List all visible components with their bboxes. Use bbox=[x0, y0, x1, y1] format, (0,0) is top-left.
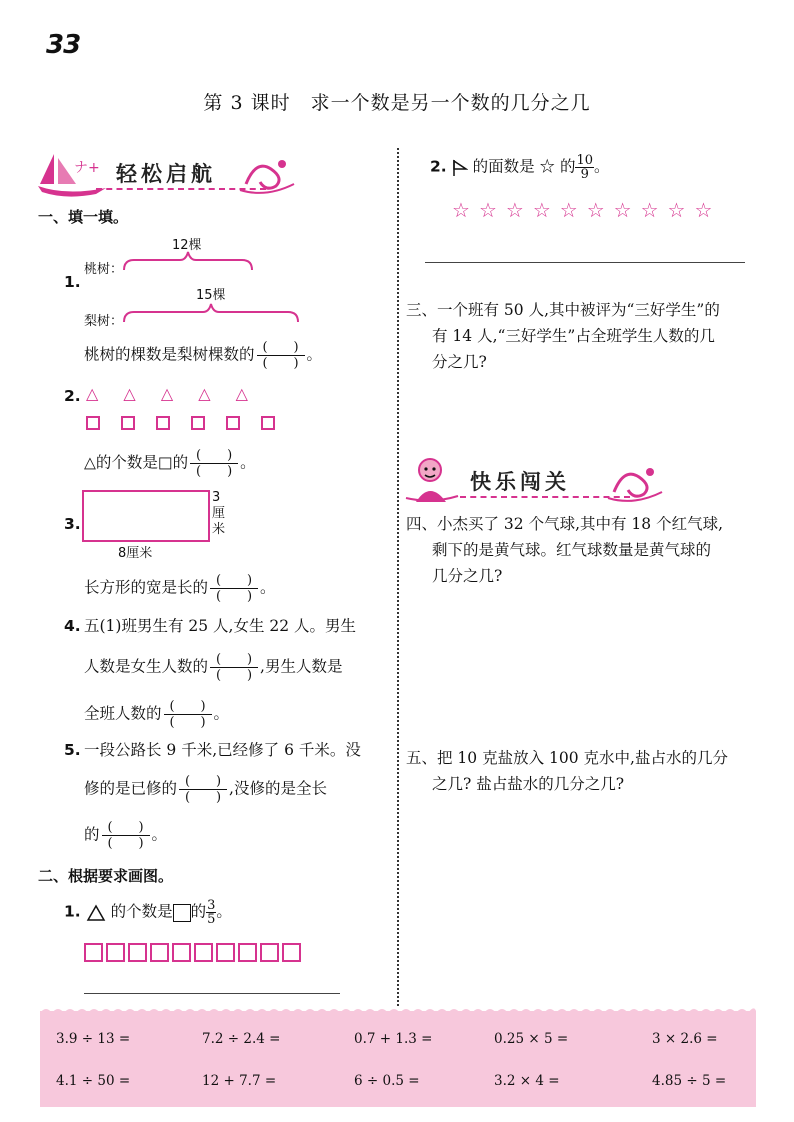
rectangle-width-label: 8厘米 bbox=[118, 546, 153, 561]
q4-line2: 人数是女生人数的 $\frac{( )}{( )}$ ,男生人数是 bbox=[84, 652, 343, 683]
q5-answer-fraction-2[interactable]: $\frac{( )}{( )}$ bbox=[102, 820, 150, 851]
q5-line3: 的 $\frac{( )}{( )}$ 。 bbox=[84, 820, 168, 851]
answer-line[interactable] bbox=[425, 262, 745, 263]
q2-answer-fraction[interactable]: $\frac{( )}{( )}$ bbox=[190, 448, 238, 479]
q2-text: △的个数是□的 $\frac{( )}{( )}$ 。 bbox=[84, 448, 256, 479]
calc-r2-c4: 3.2 × 4 = bbox=[494, 1073, 560, 1089]
q5-number: 5. bbox=[64, 741, 81, 759]
stars-row bbox=[452, 198, 721, 222]
star-icon: ☆ bbox=[532, 198, 551, 222]
banner-right-title: 快乐闯关 bbox=[470, 470, 570, 494]
svg-text:ナ+: ナ+ bbox=[74, 160, 100, 176]
section3-line3: 分之几? bbox=[432, 353, 487, 371]
drawing-square[interactable] bbox=[106, 943, 125, 962]
banner-left-title: 轻松启航 bbox=[116, 162, 216, 186]
square-icon bbox=[86, 416, 100, 430]
q1-text: 桃树的棵数是梨树棵数的 $\frac{( )}{( )}$ 。 bbox=[84, 340, 323, 371]
calc-r1-c4: 0.25 × 5 = bbox=[494, 1031, 569, 1047]
q4-number: 4. bbox=[64, 617, 81, 635]
section4-line2: 剩下的是黄气球。红气球数量是黄气球的 bbox=[432, 541, 712, 559]
calc-r1-c5: 3 × 2.6 = bbox=[652, 1031, 718, 1047]
star-icon: ☆ bbox=[694, 198, 713, 222]
drawing-square[interactable] bbox=[216, 943, 235, 962]
section2-heading: 二、根据要求画图。 bbox=[38, 867, 174, 885]
square-icon bbox=[261, 416, 275, 430]
star-icon: ☆ bbox=[667, 198, 686, 222]
triangle-icon bbox=[86, 904, 106, 922]
peach-label: 桃树： bbox=[84, 262, 124, 277]
answer-line[interactable] bbox=[84, 993, 340, 994]
q5-line1: 一段公路长 9 千米,已经修了 6 千米。没 bbox=[84, 741, 361, 759]
pennant-icon bbox=[452, 159, 468, 177]
triangle-icon: △ bbox=[160, 384, 174, 403]
column-divider bbox=[397, 148, 399, 1006]
q4-answer-fraction-1[interactable]: $\frac{( )}{( )}$ bbox=[210, 652, 258, 683]
square-icon bbox=[226, 416, 240, 430]
star-icon: ☆ bbox=[613, 198, 632, 222]
ten-ninths-fraction: $\frac{10}{9}$ bbox=[576, 153, 594, 182]
star-icon: ☆ bbox=[478, 198, 497, 222]
s2-q2: 2. 的面数是 ☆ 的 $\frac{10}{9}$。 bbox=[430, 153, 610, 182]
calc-r1-c2: 7.2 ÷ 2.4 = bbox=[202, 1031, 281, 1047]
banner-left-underline bbox=[96, 188, 266, 194]
star-icon: ☆ bbox=[539, 157, 556, 176]
star-icon: ☆ bbox=[505, 198, 524, 222]
mental-math-strip bbox=[40, 1011, 756, 1107]
section3-line2: 有 14 人,“三好学生”占全班学生人数的几 bbox=[432, 327, 715, 345]
three-fifths-fraction: $\frac{3}{5}$ bbox=[207, 898, 216, 927]
q3-answer-fraction[interactable]: $\frac{( )}{( )}$ bbox=[210, 573, 258, 604]
drawing-square[interactable] bbox=[238, 943, 257, 962]
triangle-icon: △ bbox=[235, 384, 248, 403]
q1-answer-fraction[interactable]: $\frac{( )}{( )}$ bbox=[257, 340, 305, 371]
square-icon bbox=[191, 416, 205, 430]
q4-line3: 全班人数的 $\frac{( )}{( )}$ 。 bbox=[84, 699, 230, 730]
lesson-title: 第 3 课时 求一个数是另一个数的几分之几 bbox=[203, 92, 591, 114]
section5-line2: 之几? 盐占盐水的几分之几? bbox=[432, 775, 625, 793]
banner-left bbox=[36, 150, 296, 198]
rectangle-figure bbox=[82, 490, 210, 542]
peach-brace-icon bbox=[122, 250, 254, 272]
drawing-square[interactable] bbox=[128, 943, 147, 962]
banner-right bbox=[404, 454, 664, 504]
calc-r1-c3: 0.7 + 1.3 = bbox=[354, 1031, 433, 1047]
star-icon: ☆ bbox=[640, 198, 659, 222]
section4-line3: 几分之几? bbox=[432, 567, 503, 585]
drawing-square[interactable] bbox=[150, 943, 169, 962]
drawing-square[interactable] bbox=[260, 943, 279, 962]
star-icon: ☆ bbox=[452, 198, 470, 222]
section5-line1: 五、把 10 克盐放入 100 克水中,盐占水的几分 bbox=[406, 749, 728, 767]
drawing-squares-row bbox=[84, 943, 304, 966]
pear-count: 15棵 bbox=[196, 288, 226, 303]
banner-right-underline bbox=[460, 496, 630, 502]
calc-r1-c1: 3.9 ÷ 13 = bbox=[56, 1031, 131, 1047]
square-blank-icon bbox=[173, 904, 191, 922]
q3-text: 长方形的宽是长的 $\frac{( )}{( )}$ 。 bbox=[84, 573, 276, 604]
q4-line1: 五(1)班男生有 25 人,女生 22 人。男生 bbox=[84, 617, 357, 635]
drawing-square[interactable] bbox=[172, 943, 191, 962]
pear-label: 梨树： bbox=[84, 314, 124, 329]
drawing-square[interactable] bbox=[194, 943, 213, 962]
triangle-icon: △ bbox=[86, 384, 99, 403]
q5-answer-fraction-1[interactable]: $\frac{( )}{( )}$ bbox=[179, 774, 227, 805]
s2-q1: 1. 的个数是 的 $\frac{3}{5}$。 bbox=[64, 898, 232, 927]
q5-line2: 修的是已修的 $\frac{( )}{( )}$ ,没修的是全长 bbox=[84, 774, 327, 805]
q4-answer-fraction-2[interactable]: $\frac{( )}{( )}$ bbox=[164, 699, 212, 730]
drawing-square[interactable] bbox=[84, 943, 103, 962]
calc-r2-c2: 12 + 7.7 = bbox=[202, 1073, 277, 1089]
rectangle-height-label: 3厘米 bbox=[212, 490, 226, 537]
drawing-square[interactable] bbox=[282, 943, 301, 962]
triangle-icon: △ bbox=[123, 384, 136, 403]
q1-sentence: 桃树的棵数是梨树棵数的 bbox=[84, 345, 255, 364]
q1-number: 1. bbox=[64, 273, 81, 291]
square-icon bbox=[121, 416, 135, 430]
calc-r2-c5: 4.85 ÷ 5 = bbox=[652, 1073, 727, 1089]
triangle-row bbox=[86, 384, 248, 403]
square-row bbox=[86, 415, 296, 434]
q3-number: 3. bbox=[64, 515, 81, 533]
section4-line1: 四、小杰买了 32 个气球,其中有 18 个红气球, bbox=[406, 515, 724, 533]
section1-heading: 一、填一填。 bbox=[38, 208, 129, 226]
peach-count: 12棵 bbox=[172, 238, 202, 253]
cartoon-girl-icon bbox=[404, 454, 460, 504]
star-icon: ☆ bbox=[559, 198, 578, 222]
star-icon: ☆ bbox=[586, 198, 605, 222]
section3-line1: 三、一个班有 50 人,其中被评为“三好学生”的 bbox=[406, 301, 720, 319]
calc-r2-c1: 4.1 ÷ 50 = bbox=[56, 1073, 131, 1089]
pear-brace-icon bbox=[122, 302, 300, 324]
calc-r2-c3: 6 ÷ 0.5 = bbox=[354, 1073, 420, 1089]
scallop-edge-top bbox=[40, 1005, 756, 1013]
square-icon bbox=[156, 416, 170, 430]
triangle-icon: △ bbox=[198, 384, 211, 403]
page-number: 33 bbox=[46, 30, 81, 60]
q2-number: 2. bbox=[64, 387, 81, 405]
